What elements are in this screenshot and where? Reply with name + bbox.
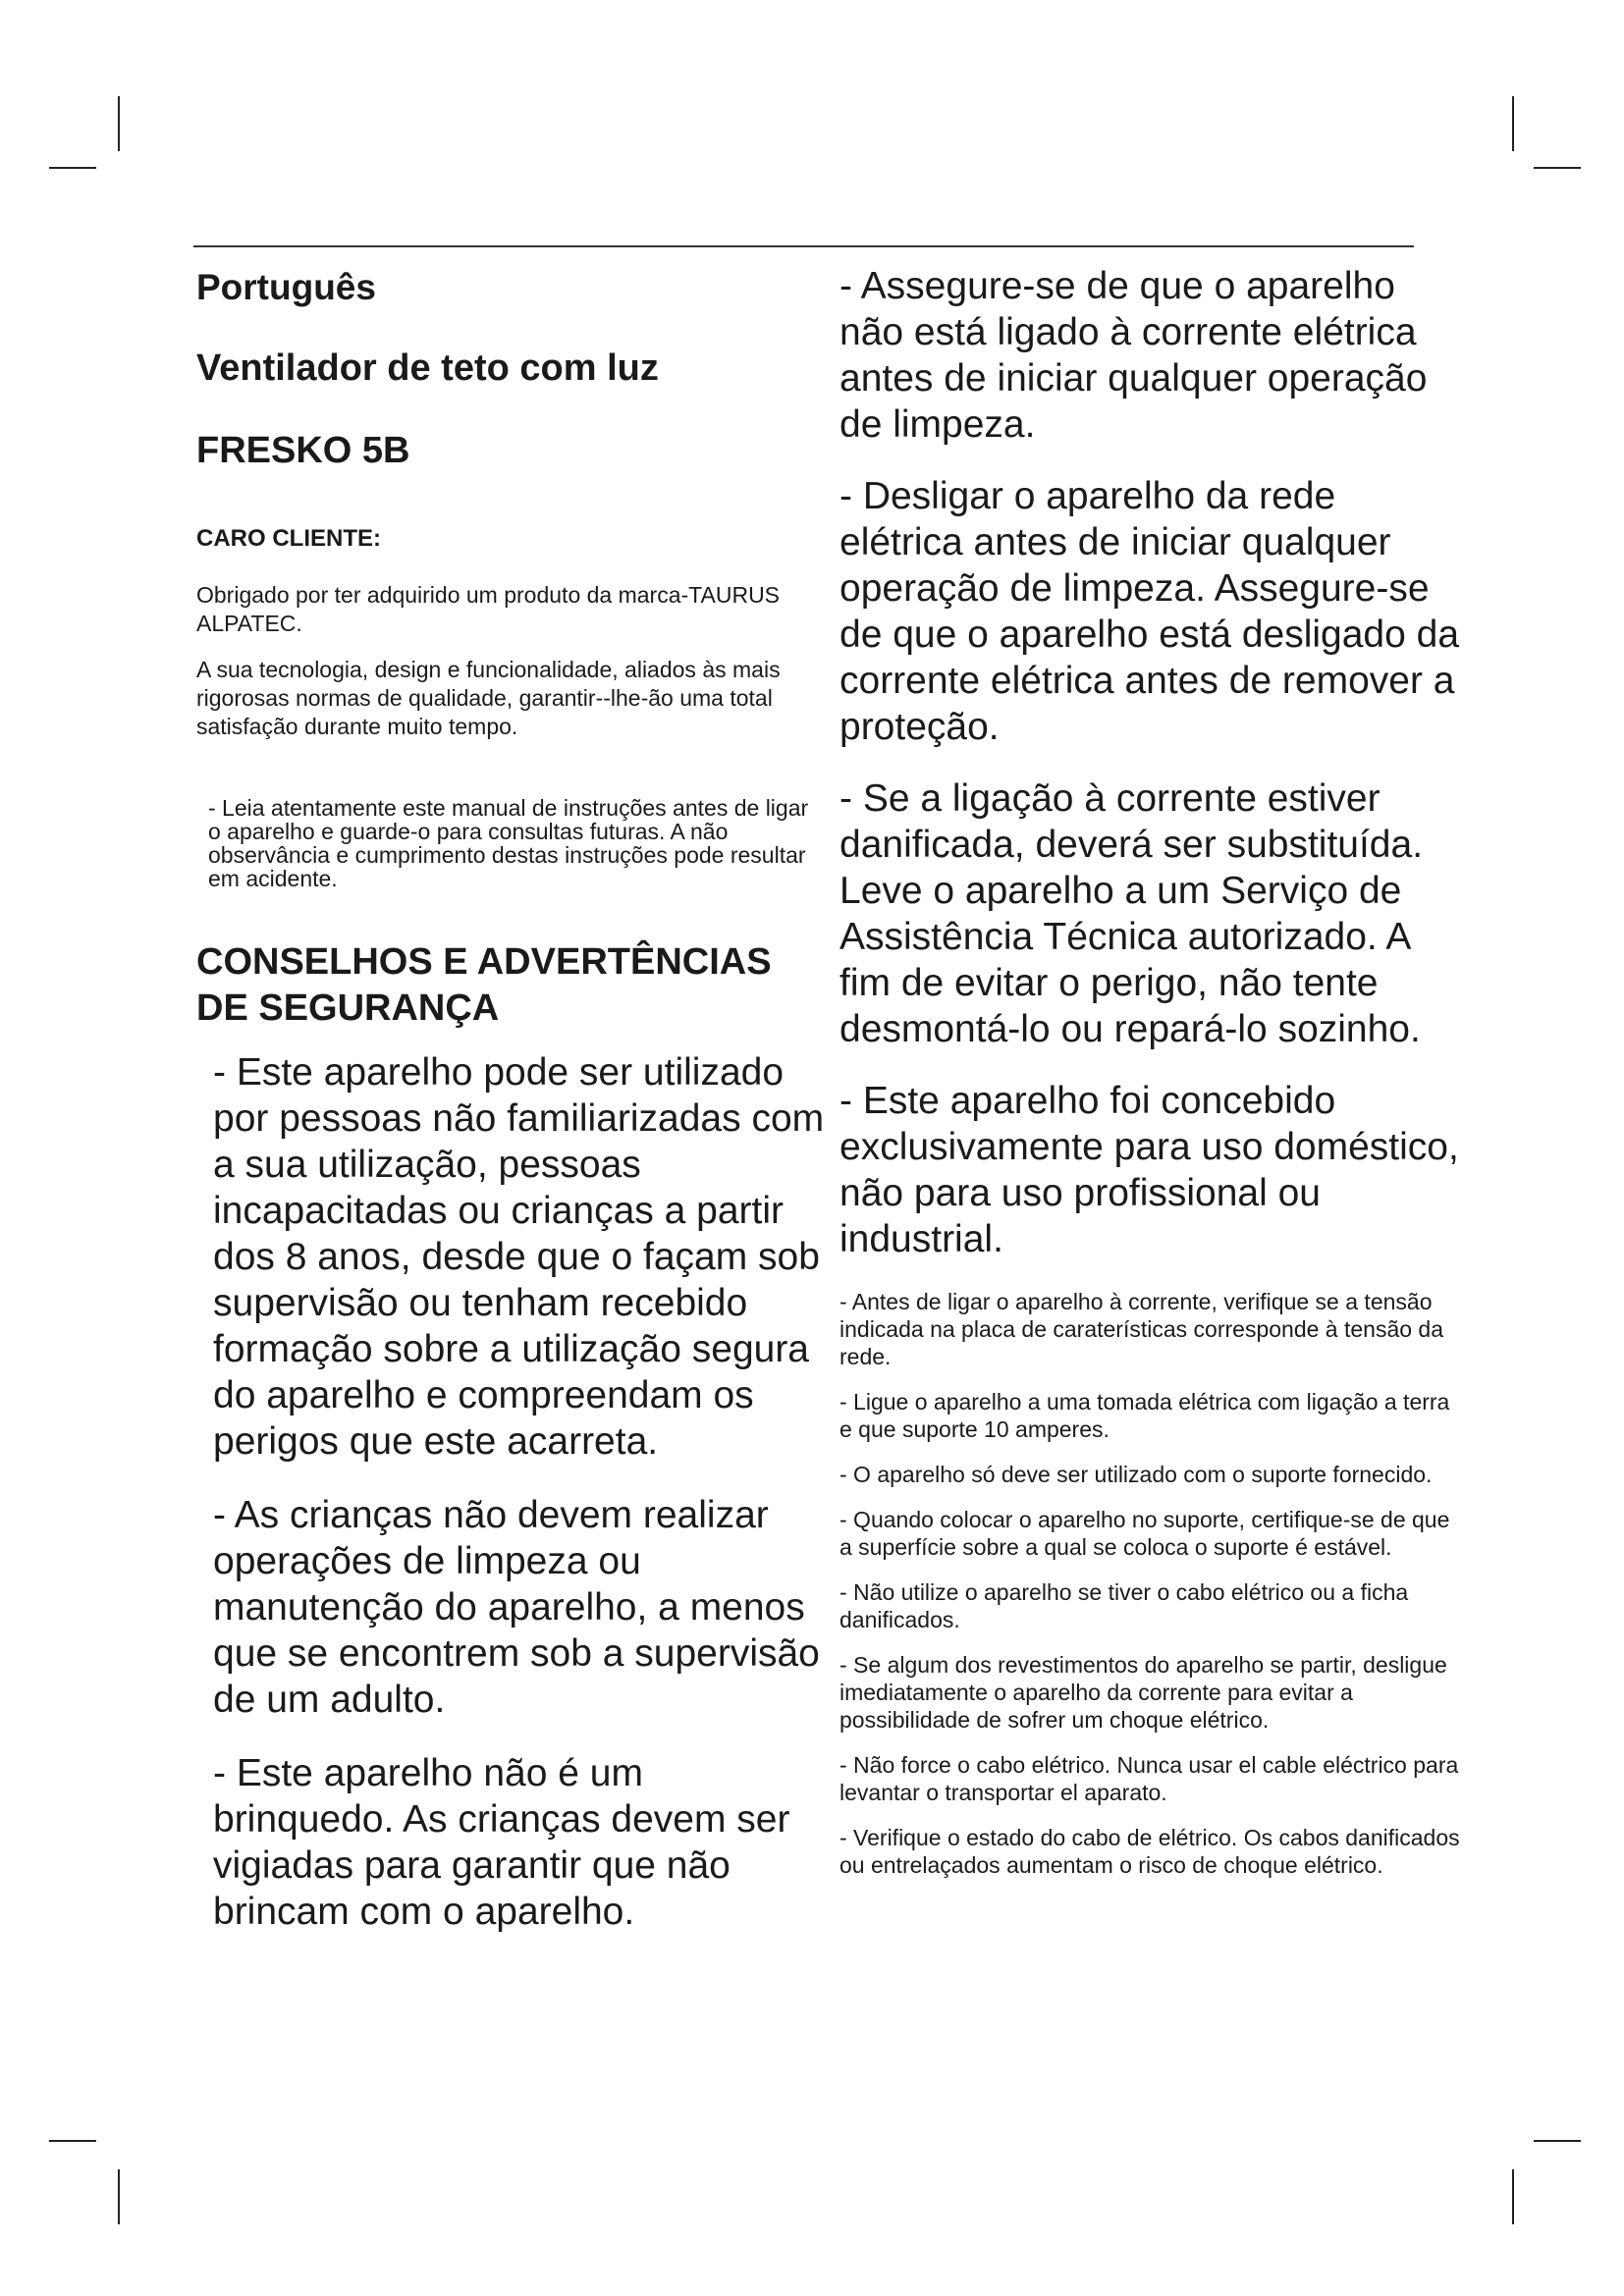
crop-mark-top-right-vertical	[1512, 96, 1514, 151]
safety-item: - Desligar o aparelho da rede elétrica antes de iniciar qualquer operação de limpeza. Assegure-se de que o aparelho está desligado da corrente elétrica antes de remover a proteção.	[839, 475, 1460, 748]
safety-item: - Este aparelho foi concebido exclusivamente para uso doméstico, não para uso profissional ou industrial.	[839, 1080, 1459, 1260]
right-column	[839, 263, 1468, 1879]
crop-mark-bottom-left-vertical	[118, 2169, 120, 2224]
model-name: FRESKO 5B	[196, 430, 410, 471]
left-column	[196, 263, 825, 1935]
technology-paragraph: A sua tecnologia, design e funcionalidade, aliados às mais rigorosas normas de qualidade, garantir--lhe-ão uma total satisfação durante muito tempo.	[196, 657, 781, 739]
crop-mark-top-right-horizontal	[1534, 167, 1581, 169]
safety-item: - Assegure-se de que o aparelho não está ligado à corrente elétrica antes de iniciar qualquer operação de limpeza.	[839, 265, 1428, 446]
safety-item-small: - Não force o cabo elétrico. Nunca usar el cable eléctrico para levantar o transportar el aparato.	[839, 1752, 1459, 1805]
greeting-heading: CARO CLIENTE:	[196, 525, 381, 552]
safety-heading: CONSELHOS E ADVERTÊNCIAS DE SEGURANÇA	[196, 941, 772, 1029]
safety-item-small: - Se algum dos revestimentos do aparelho se partir, desligue imediatamente o aparelho da corrente para evitar a possibilidade de sofrer um choque elétrico.	[839, 1652, 1447, 1733]
read-manual-warning: - Leia atentamente este manual de instruções antes de ligar o aparelho e guarde-o para consultas futuras. A não observância e cumprimento destas instruções pode resultar em acidente.	[208, 795, 809, 891]
safety-item-small: - Não utilize o aparelho se tiver o cabo elétrico ou a ficha danificados.	[839, 1579, 1409, 1632]
crop-mark-top-left-vertical	[118, 96, 120, 151]
safety-item: - As crianças não devem realizar operações de limpeza ou manutenção do aparelho, a menos que se encontrem sob a supervisão de um adulto.	[213, 1494, 820, 1721]
safety-item-small: - Ligue o aparelho a uma tomada elétrica com ligação a terra e que suporte 10 amperes.	[839, 1389, 1450, 1442]
thanks-paragraph: Obrigado por ter adquirido um produto da marca-TAURUS ALPATEC.	[196, 582, 781, 636]
safety-item: - Este aparelho pode ser utilizado por pessoas não familiarizadas com a sua utilização, pessoas incapacitadas ou crianças a partir dos 8 anos, desde que o façam sob supervisão ou tenham recebido formação sobre a utilização segura do aparelho e compreendam os perigos que este acarreta.	[213, 1051, 825, 1463]
crop-mark-bottom-right-vertical	[1512, 2169, 1514, 2224]
product-title: Ventilador de teto com luz	[196, 347, 659, 389]
safety-item: - Este aparelho não é um brinquedo. As crianças devem ser vigiadas para garantir que não brincam com o aparelho.	[213, 1752, 790, 1933]
crop-mark-bottom-left-horizontal	[49, 2140, 96, 2142]
safety-item: - Se a ligação à corrente estiver danificada, deverá ser substituída. Leve o aparelho a um Serviço de Assistência Técnica autorizado. A fim de evitar o perigo, não tente desmontá-lo ou repará-lo sozinho.	[839, 777, 1424, 1050]
safety-item-small: - O aparelho só deve ser utilizado com o suporte fornecido.	[839, 1462, 1433, 1487]
crop-mark-bottom-right-horizontal	[1534, 2140, 1581, 2142]
safety-item-small: - Antes de ligar o aparelho à corrente, verifique se a tensão indicada na placa de caraterísticas corresponde à tensão da rede.	[839, 1289, 1444, 1369]
header-rule	[193, 245, 1414, 247]
crop-mark-top-left-horizontal	[49, 167, 96, 169]
safety-item-small: - Quando colocar o aparelho no suporte, certifique-se de que a superfície sobre a qual se coloca o suporte é estável.	[839, 1507, 1450, 1560]
safety-item-small: - Verifique o estado do cabo de elétrico. Os cabos danificados ou entrelaçados aumentam o risco de choque elétrico.	[839, 1825, 1460, 1878]
language-heading: Português	[196, 267, 376, 307]
